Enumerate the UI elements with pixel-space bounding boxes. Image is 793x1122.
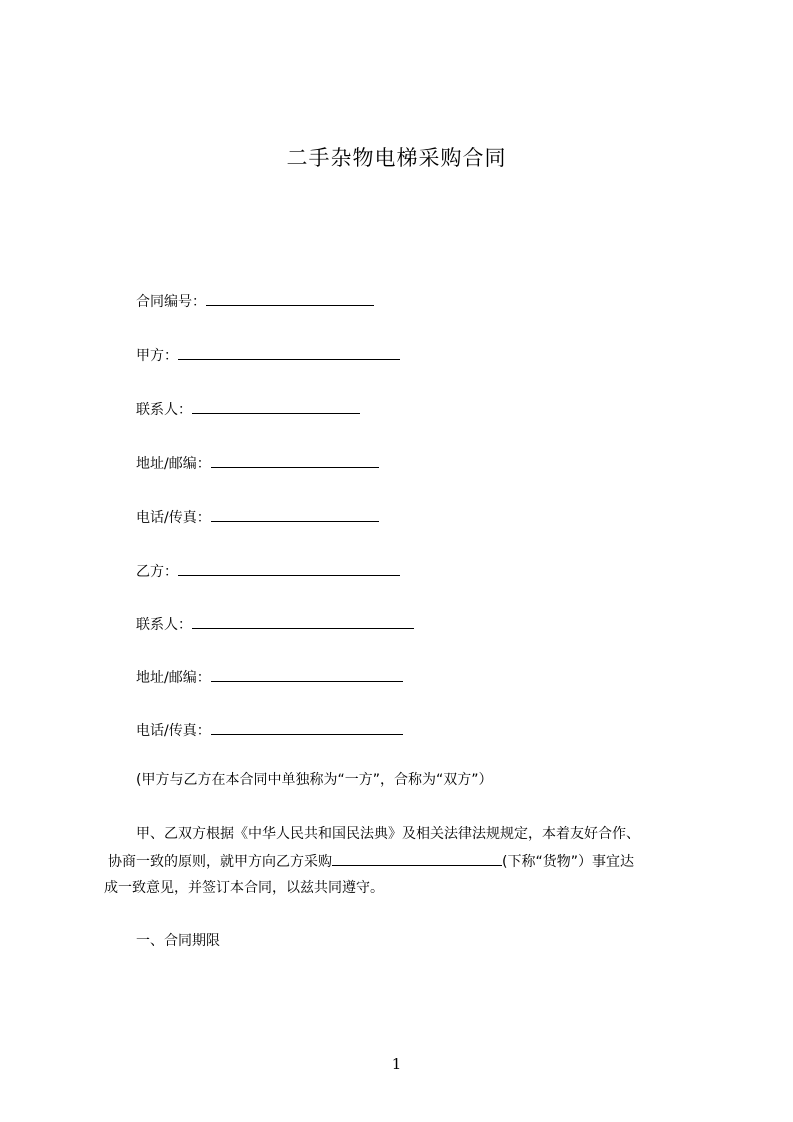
- field-label: 甲方：: [136, 348, 178, 364]
- page-number: 1: [391, 1055, 402, 1073]
- field-party-b-contact: [136, 614, 414, 635]
- fill-in-blank[interactable]: [206, 291, 374, 306]
- fill-in-blank[interactable]: [192, 399, 360, 414]
- field-party-b: [136, 561, 400, 582]
- fill-in-blank[interactable]: [178, 345, 400, 360]
- section-heading: 一、合同期限: [136, 933, 220, 949]
- field-label: 合同编号：: [136, 294, 206, 310]
- intro-paragraph-line-1: 甲、乙双方根据《中华人民共和国民法典》及相关法律法规规定，本着友好合作、: [136, 826, 640, 842]
- field-party-b-address: [136, 667, 403, 688]
- paragraph-text: (下称“货物”）事宜达: [502, 854, 634, 870]
- field-contract-number: [136, 291, 374, 312]
- field-party-a-address: [136, 453, 379, 474]
- field-party-a-contact: [136, 399, 360, 420]
- fill-in-blank[interactable]: [211, 507, 379, 522]
- fill-in-blank[interactable]: [192, 614, 414, 629]
- intro-paragraph-line-2: [108, 851, 634, 872]
- field-label: 电话/传真：: [136, 510, 211, 526]
- field-label: 地址/邮编：: [136, 456, 211, 472]
- parties-note: (甲方与乙方在本合同中单独称为“一方”，合称为“双方”）: [136, 772, 493, 788]
- fill-in-blank[interactable]: [178, 561, 400, 576]
- field-label: 联系人：: [136, 402, 192, 418]
- fill-in-blank[interactable]: [211, 667, 403, 682]
- field-label: 乙方：: [136, 564, 178, 580]
- intro-paragraph-line-3: 成一致意见，并签订本合同，以兹共同遵守。: [104, 880, 384, 896]
- fill-in-blank[interactable]: [211, 453, 379, 468]
- field-party-b-phone: [136, 720, 403, 741]
- field-label: 地址/邮编：: [136, 670, 211, 686]
- field-label: 电话/传真：: [136, 723, 211, 739]
- field-party-a: [136, 345, 400, 366]
- fill-in-blank[interactable]: [211, 720, 403, 735]
- goods-fill-in-blank[interactable]: [332, 851, 502, 866]
- field-party-a-phone: [136, 507, 379, 528]
- field-label: 联系人：: [136, 617, 192, 633]
- contract-title: 二手杂物电梯采购合同: [286, 146, 507, 170]
- paragraph-text: 协商一致的原则，就甲方向乙方采购: [108, 854, 332, 870]
